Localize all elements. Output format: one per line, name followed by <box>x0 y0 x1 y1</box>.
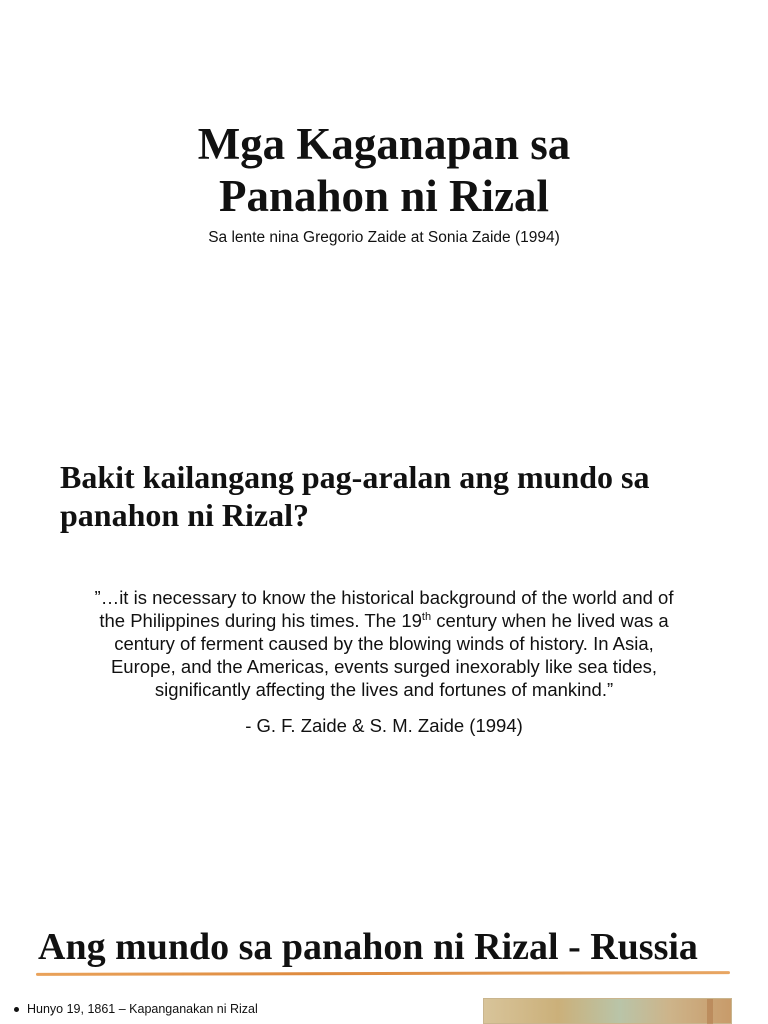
question-heading <box>60 458 720 534</box>
quote-line-1: ”…it is necessary to know the historical background of the world and of <box>94 587 674 608</box>
russia-heading: Ang mundo sa panahon ni Rizal - Russia <box>38 926 698 968</box>
quote-citation: - G. F. Zaide & S. M. Zaide (1994) <box>245 715 523 736</box>
slide-question <box>0 440 768 760</box>
ordinal-superscript: th <box>421 610 432 623</box>
quote-line-2-end: century when he lived was a <box>431 610 669 631</box>
slide-title-heading <box>0 118 768 222</box>
quote-line-2 <box>44 609 724 632</box>
quote-line-5: significantly affecting the lives and fortunes of mankind.” <box>154 679 614 700</box>
slide-russia <box>0 910 768 1024</box>
title-line-2: Panahon ni Rizal <box>218 171 550 221</box>
quote-line-4: Europe, and the Americas, events surged inexorably like sea tides, <box>110 656 658 677</box>
quote-block <box>44 586 724 701</box>
slide-title <box>0 0 768 280</box>
quote-line-3: century of ferment caused by the blowing winds of history. In Asia, <box>114 633 654 654</box>
quote-line-2-start: the Philippines during his times. The 19 <box>99 610 422 631</box>
list-item <box>14 1002 258 1016</box>
slide-subtitle: Sa lente nina Gregorio Zaide at Sonia Zaide (1994) <box>208 229 560 246</box>
bullet-text: Hunyo 19, 1861 – Kapanganakan ni Rizal <box>27 1002 258 1016</box>
historical-image <box>483 998 732 1024</box>
title-line-1: Mga Kaganapan sa <box>197 119 571 169</box>
bullet-icon <box>14 1007 19 1012</box>
question-line-2: panahon ni Rizal? <box>60 497 309 533</box>
title-underline-divider <box>36 971 730 976</box>
question-line-1: Bakit kailangang pag-aralan ang mundo sa <box>60 459 650 495</box>
